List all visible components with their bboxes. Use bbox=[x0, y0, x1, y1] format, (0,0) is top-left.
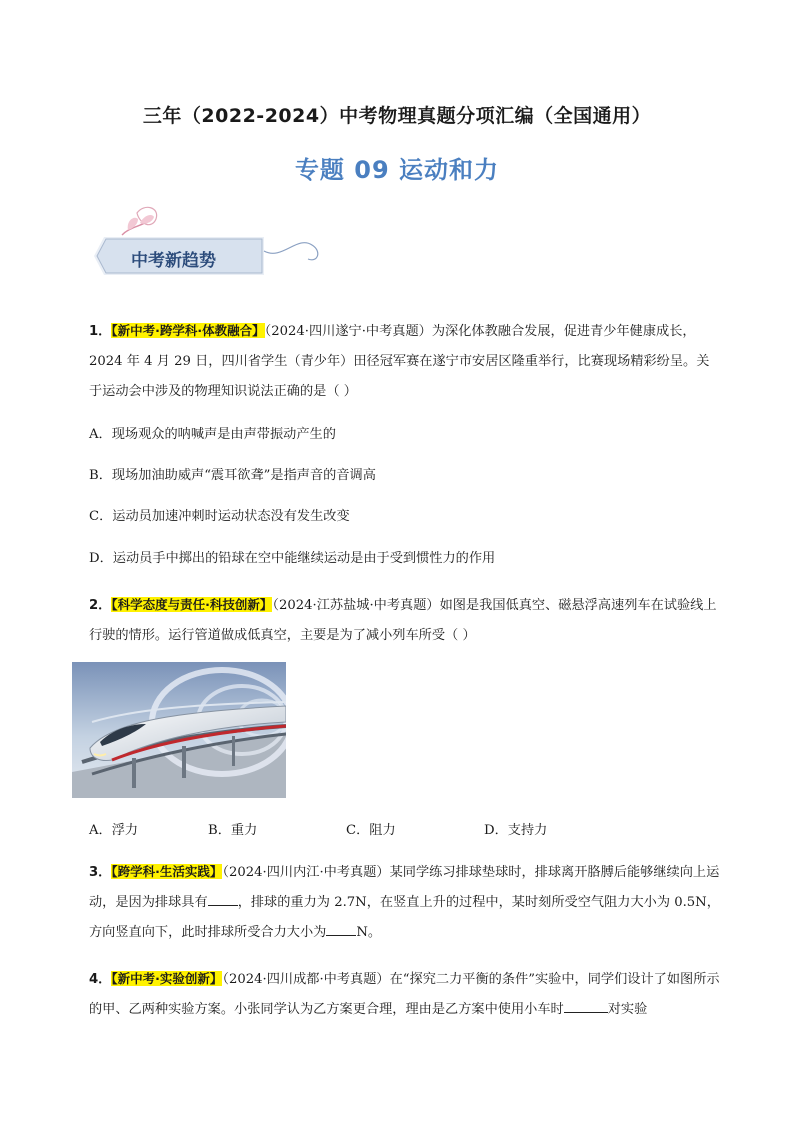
question-number: 2． bbox=[89, 598, 112, 613]
option-a: A．浮力 bbox=[89, 823, 139, 838]
question-stem: （2024·四川遂宁·中考真题）为深化体教融合发展，促进青少年健康成长，2024 年 4 月 29 日，四川省学生（青少年）田径冠军赛在遂宁市安居区隆重举行，比赛现场精彩纷呈。关于运动会中涉及的物理知识说法正确的是（ ） bbox=[89, 324, 710, 399]
option-b: B．重力 bbox=[208, 823, 258, 838]
question-number: 1． bbox=[89, 324, 112, 339]
question-3 bbox=[89, 857, 721, 948]
option-c: C．运动员加速冲刺时运动状态没有发生改变 bbox=[89, 509, 350, 524]
option-d: D．支持力 bbox=[484, 823, 548, 838]
section-banner-label: 中考新趋势 bbox=[131, 251, 216, 271]
option-a: A．现场观众的呐喊声是由声带振动产生的 bbox=[89, 427, 336, 442]
question-tag: 【新中考·跨学科·体教融合】 bbox=[111, 323, 265, 338]
question-stem-part: 对实验 bbox=[607, 1002, 648, 1017]
option-b: B．现场加油助威声“震耳欲聋”是指声音的音调高 bbox=[89, 468, 376, 483]
question-stem-part: （2024·四川内江·中考真题）某同学练习排球垫球时，排球离开胳膊后能够继续向上运动，是因为排球具有 bbox=[89, 865, 720, 910]
question-tag: 【跨学科·生活实践】 bbox=[111, 864, 223, 879]
section-banner-graphic bbox=[82, 205, 342, 285]
question-number: 4． bbox=[89, 972, 112, 987]
topic-subtitle: 专题 09 运动和力 bbox=[294, 156, 500, 184]
question-stem-part: ，排球的重力为 2.7N，在竖直上升的过程中，某时刻所受空气阻力大小为 0.5N，方向竖直向下，此时排球所受合力大小为 bbox=[89, 895, 720, 940]
question-4 bbox=[89, 964, 721, 1025]
question-stem-part: （2024·四川成都·中考真题）在“探究二力平衡的条件”实验中，同学们设计了如图所示的甲、乙两种实验方案。小张同学认为乙方案更合理，理由是乙方案中使用小车时 bbox=[89, 972, 720, 1017]
answer-blank[interactable] bbox=[208, 891, 238, 906]
question-number: 3． bbox=[89, 865, 112, 880]
page-title: 三年（2022-2024）中考物理真题分项汇编（全国通用） bbox=[142, 105, 652, 127]
option-d: D．运动员手中掷出的铅球在空中能继续运动是由于受到惯性力的作用 bbox=[89, 551, 496, 566]
question-stem: （2024·江苏盐城·中考真题）如图是我国低真空、磁悬浮高速列车在试验线上行驶的情形。运行管道做成低真空，主要是为了减小列车所受（ ） bbox=[89, 598, 717, 643]
answer-blank[interactable] bbox=[564, 998, 608, 1013]
question-stem-part: N。 bbox=[356, 925, 382, 940]
maglev-train-image bbox=[72, 662, 286, 798]
question-2 bbox=[89, 590, 721, 651]
question-tag: 【科学态度与责任·科技创新】 bbox=[111, 597, 273, 612]
answer-blank[interactable] bbox=[326, 921, 356, 936]
question-1 bbox=[89, 316, 721, 407]
question-tag: 【新中考·实验创新】 bbox=[111, 971, 223, 986]
option-c: C．阻力 bbox=[346, 823, 396, 838]
